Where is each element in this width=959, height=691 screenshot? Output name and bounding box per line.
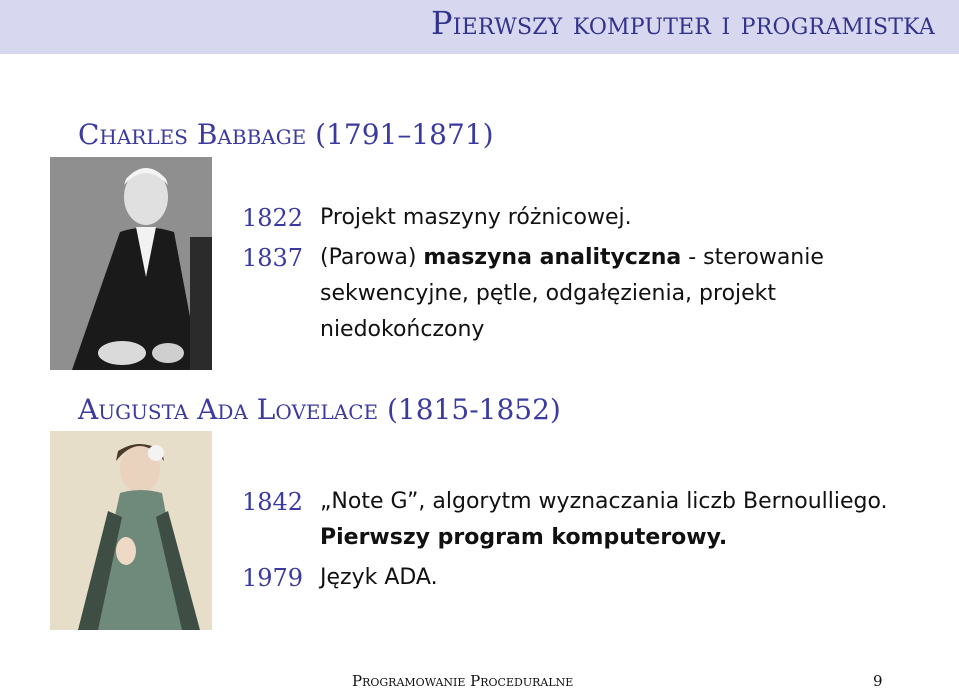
entry-text-pre: (Parowa) [320, 245, 424, 270]
portrait-babbage-drawing [50, 157, 212, 370]
entry-text-bold: Pierwszy program komputerowy. [320, 525, 728, 550]
entry-text [320, 484, 932, 556]
lovelace-entries [242, 484, 932, 600]
entry-text-post: - sterowanie sekwencyjne, pętle, odgałęzienia, projekt niedokończony [320, 245, 824, 342]
section-title-lovelace: Augusta Ada Lovelace (1815-1852) [78, 393, 561, 426]
portrait-lovelace-drawing [50, 431, 212, 630]
entry-text [320, 240, 932, 348]
slide-title: Pierwszy komputer i programistka [431, 4, 935, 42]
entry-text-bold: maszyna analityczna [423, 245, 682, 270]
entry-year: 1979 [242, 564, 304, 592]
entry-1837 [242, 240, 932, 348]
page-number: 9 [873, 672, 883, 690]
entry-1822 [242, 200, 932, 236]
title-bar [0, 0, 959, 54]
footer-title: Programowanie Proceduralne [352, 672, 574, 690]
entry-year: 1842 [242, 488, 304, 516]
entry-year: 1822 [242, 204, 304, 232]
babbage-entries [242, 200, 932, 352]
entry-1842 [242, 484, 932, 556]
section-title-babbage: Charles Babbage (1791–1871) [78, 118, 494, 151]
portrait-lovelace-image [50, 431, 212, 630]
entry-text: Język ADA. [320, 565, 438, 590]
footer [0, 672, 959, 691]
portrait-babbage-image [50, 157, 212, 370]
entry-1979 [242, 560, 932, 596]
entry-text-pre: „Note G”, algorytm wyznaczania liczb Bernoulliego. [320, 489, 888, 514]
entry-year: 1837 [242, 244, 304, 272]
entry-text: Projekt maszyny różnicowej. [320, 205, 632, 230]
